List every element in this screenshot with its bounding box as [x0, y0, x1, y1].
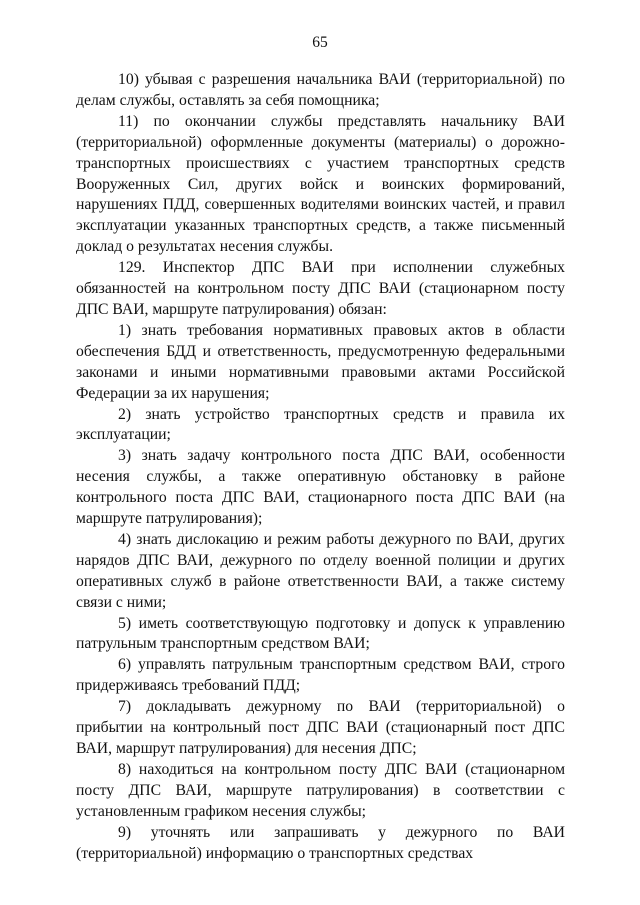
- paragraph-item-1: 1) знать требования нормативных правовых актов в области обеспечения БДД и ответственность, предусмотренную федеральными законами и иными нормативными правовыми актами Российской Федерации за их нарушения;: [76, 321, 565, 402]
- paragraph-item-11: 11) по окончании службы представлять начальнику ВАИ (территориальной) оформленные документы (материалы) о дорожно-транспортных происшествиях с участием транспортных средств Вооруженных Сил, других войск и воинских формирований, нарушениях ПДД, совершенных водителями воинских частей, и правил эксплуатации указанных транспортных средств, а также письменный доклад о результатах несения службы.: [76, 112, 565, 256]
- paragraph-item-4: 4) знать дислокацию и режим работы дежурного по ВАИ, других нарядов ДПС ВАИ, дежурного по отделу военной полиции и других оперативных служб в районе ответственности ВАИ, а также систему связи с ними;: [76, 530, 565, 611]
- paragraph-item-3: 3) знать задачу контрольного поста ДПС ВАИ, особенности несения службы, а также оперативную обстановку в районе контрольного поста ДПС ВАИ, стационарного поста ДПС ВАИ (на маршруте патрулирования);: [76, 447, 565, 528]
- paragraph-section-129: 129. Инспектор ДПС ВАИ при исполнении служебных обязанностей на контрольном посту ДПС ВАИ (стационарном посту ДПС ВАИ, маршруте патрулирования) обязан:: [76, 259, 565, 318]
- document-body: [76, 70, 565, 864]
- page-number: 65: [312, 34, 328, 51]
- paragraph-item-2: 2) знать устройство транспортных средств и правила их эксплуатации;: [76, 405, 565, 444]
- paragraph-item-5: 5) иметь соответствующую подготовку и допуск к управлению патрульным транспортным средством ВАИ;: [76, 614, 565, 653]
- paragraph-item-10: 10) убывая с разрешения начальника ВАИ (территориальной) по делам службы, оставлять за себя помощника;: [76, 71, 565, 109]
- paragraph-item-7: 7) докладывать дежурному по ВАИ (территориальной) о прибытии на контрольный пост ДПС ВАИ (стационарный пост ДПС ВАИ, маршрут патрулирования) для несения ДПС;: [76, 698, 565, 757]
- paragraph-item-6: 6) управлять патрульным транспортным средством ВАИ, строго придерживаясь требований ПДД;: [76, 656, 565, 695]
- paragraph-item-8: 8) находиться на контрольном посту ДПС ВАИ (стационарном посту ДПС ВАИ, маршруте патрулирования) в соответствии с установленным графиком несения службы;: [76, 760, 565, 820]
- paragraph-item-9: 9) уточнять или запрашивать у дежурного по ВАИ (территориальной) информацию о транспортных средствах: [76, 823, 565, 862]
